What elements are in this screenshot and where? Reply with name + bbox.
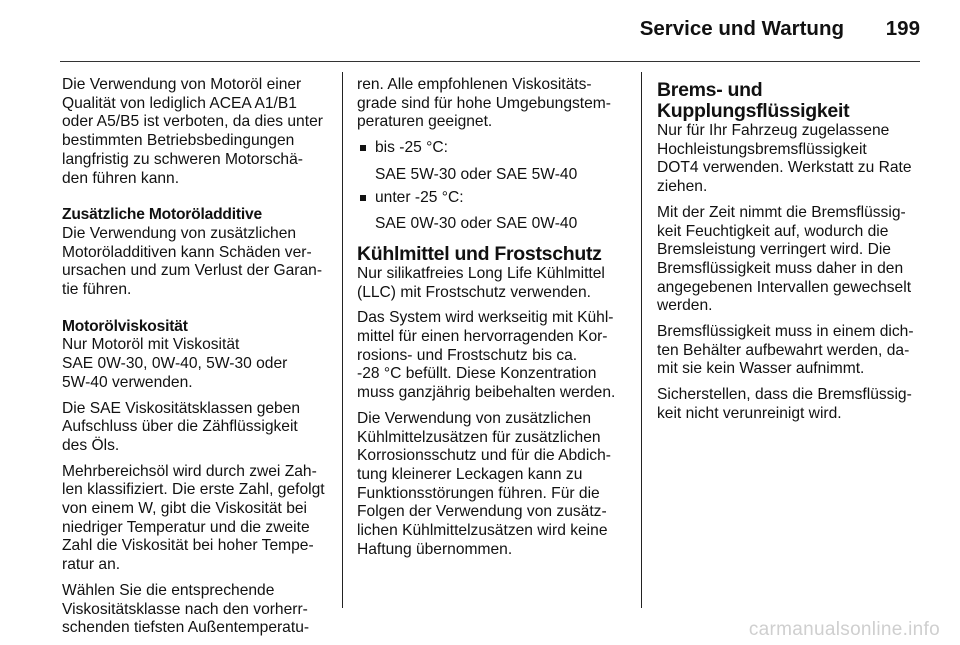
column-1 xyxy=(62,76,330,645)
paragraph-viscosity-spec: Nur Motoröl mit Viskosität SAE 0W-30, 0W-40, 5W-30 oder 5W-40 verwenden. xyxy=(62,336,288,391)
paragraph-multigrade: Mehrbereichsöl wird durch zwei Zah- len klassifiziert. Die erste Zahl, gefolgt von einem W, gibt die Viskosität bei niedriger Temperatur und die zweite Zahl die Viskosität bei hoher Tempe- ratur an. xyxy=(62,462,325,574)
paragraph-coolant-additives: Die Verwendung von zusätzlichen Kühlmittelzusätzen für zusätzlichen Korrosionsschutz und für die Abdich- tung kleinerer Leckagen kann zu Funktionsstörungen führen. Für die Folgen der Verwendung von zusätz- lichen Kühlmittelzusätzen wird keine Haftung übernommen. xyxy=(357,409,611,558)
bullet-label: bis -25 °C: xyxy=(375,139,448,157)
paragraph-sae-classes: Die SAE Viskositätsklassen geben Aufschluss über die Zähflüssigkeit des Öls. xyxy=(62,399,301,454)
paragraph-viscosity-cont: ren. Alle empfohlenen Viskositäts- grade sind für hohe Umgebungstem- peraturen geeignet. xyxy=(357,76,611,131)
header-divider xyxy=(60,61,920,62)
page-header xyxy=(0,0,960,62)
section-title: Service und Wartung xyxy=(639,17,844,40)
column-2 xyxy=(357,76,627,566)
paragraph-brake-storage: Bremsflüssigkeit muss in einem dich- ten Behälter aufbewahrt werden, da- mit sie kein Wasser aufnimmt. xyxy=(657,323,914,378)
bullet-square-icon xyxy=(360,145,366,151)
bullet-label: unter -25 °C: xyxy=(375,188,464,206)
paragraph-coolant-factory: Das System wird werkseitig mit Kühl- mittel für einen hervorragenden Kor- rosions- und Frostschutz bis ca. -28 °C befüllt. Diese Konzentration muss ganzjährig beibehalten werden. xyxy=(357,309,616,402)
paragraph-brake-contamination: Sicherstellen, dass die Bremsflüssig- keit nicht verunreinigt wird. xyxy=(657,386,912,422)
bullet-value: SAE 0W-30 oder SAE 0W-40 xyxy=(375,215,578,233)
paragraph-choose-class: Wählen Sie die entsprechende Viskositätsklasse nach den vorherr- schenden tiefsten Außentemperatu- xyxy=(62,581,310,637)
heading-brake-fluid: Brems- und Kupplungsflüssigkeit xyxy=(657,79,850,122)
column-divider-2 xyxy=(641,72,642,608)
heading-oil-viscosity: Motorölviskosität xyxy=(62,317,188,335)
paragraph-coolant-llc: Nur silikatfreies Long Life Kühlmittel (LLC) mit Frostschutz verwenden. xyxy=(357,264,605,301)
bullet-square-icon xyxy=(360,195,366,201)
paragraph-oil-quality: Die Verwendung von Motoröl einer Qualität von lediglich ACEA A1/B1 oder A5/B5 ist verboten, da dies unter bestimmten Betriebsbedingungen langfristig zu schweren Motorschä- den führen kann. xyxy=(62,76,323,187)
paragraph-oil-additives: Die Verwendung von zusätzlichen Motoröladditiven kann Schäden ver- ursachen und zum Verlust der Garan- tie führen. xyxy=(62,224,323,299)
page-number: 199 xyxy=(885,17,920,40)
bullet-value: SAE 5W-30 oder SAE 5W-40 xyxy=(375,165,578,183)
heading-coolant: Kühlmittel und Frostschutz xyxy=(357,242,602,265)
heading-oil-additives: Zusätzliche Motoröladditive xyxy=(62,206,262,224)
bullet-item xyxy=(357,189,627,208)
paragraph-brake-moisture: Mit der Zeit nimmt die Bremsflüssig- keit Feuchtigkeit auf, wodurch die Bremsleistung verringert wird. Die Bremsflüssigkeit muss daher in den angegebenen Intervallen gewechselt werden. xyxy=(657,203,912,315)
watermark: carmanualsonline.info xyxy=(748,619,940,641)
column-3 xyxy=(657,80,927,431)
paragraph-brake-dot4: Nur für Ihr Fahrzeug zugelassene Hochleistungsbremsflüssigkeit DOT4 verwenden. Werkstatt zu Rate ziehen. xyxy=(657,122,912,196)
bullet-item xyxy=(357,139,627,158)
column-divider-1 xyxy=(342,72,343,608)
